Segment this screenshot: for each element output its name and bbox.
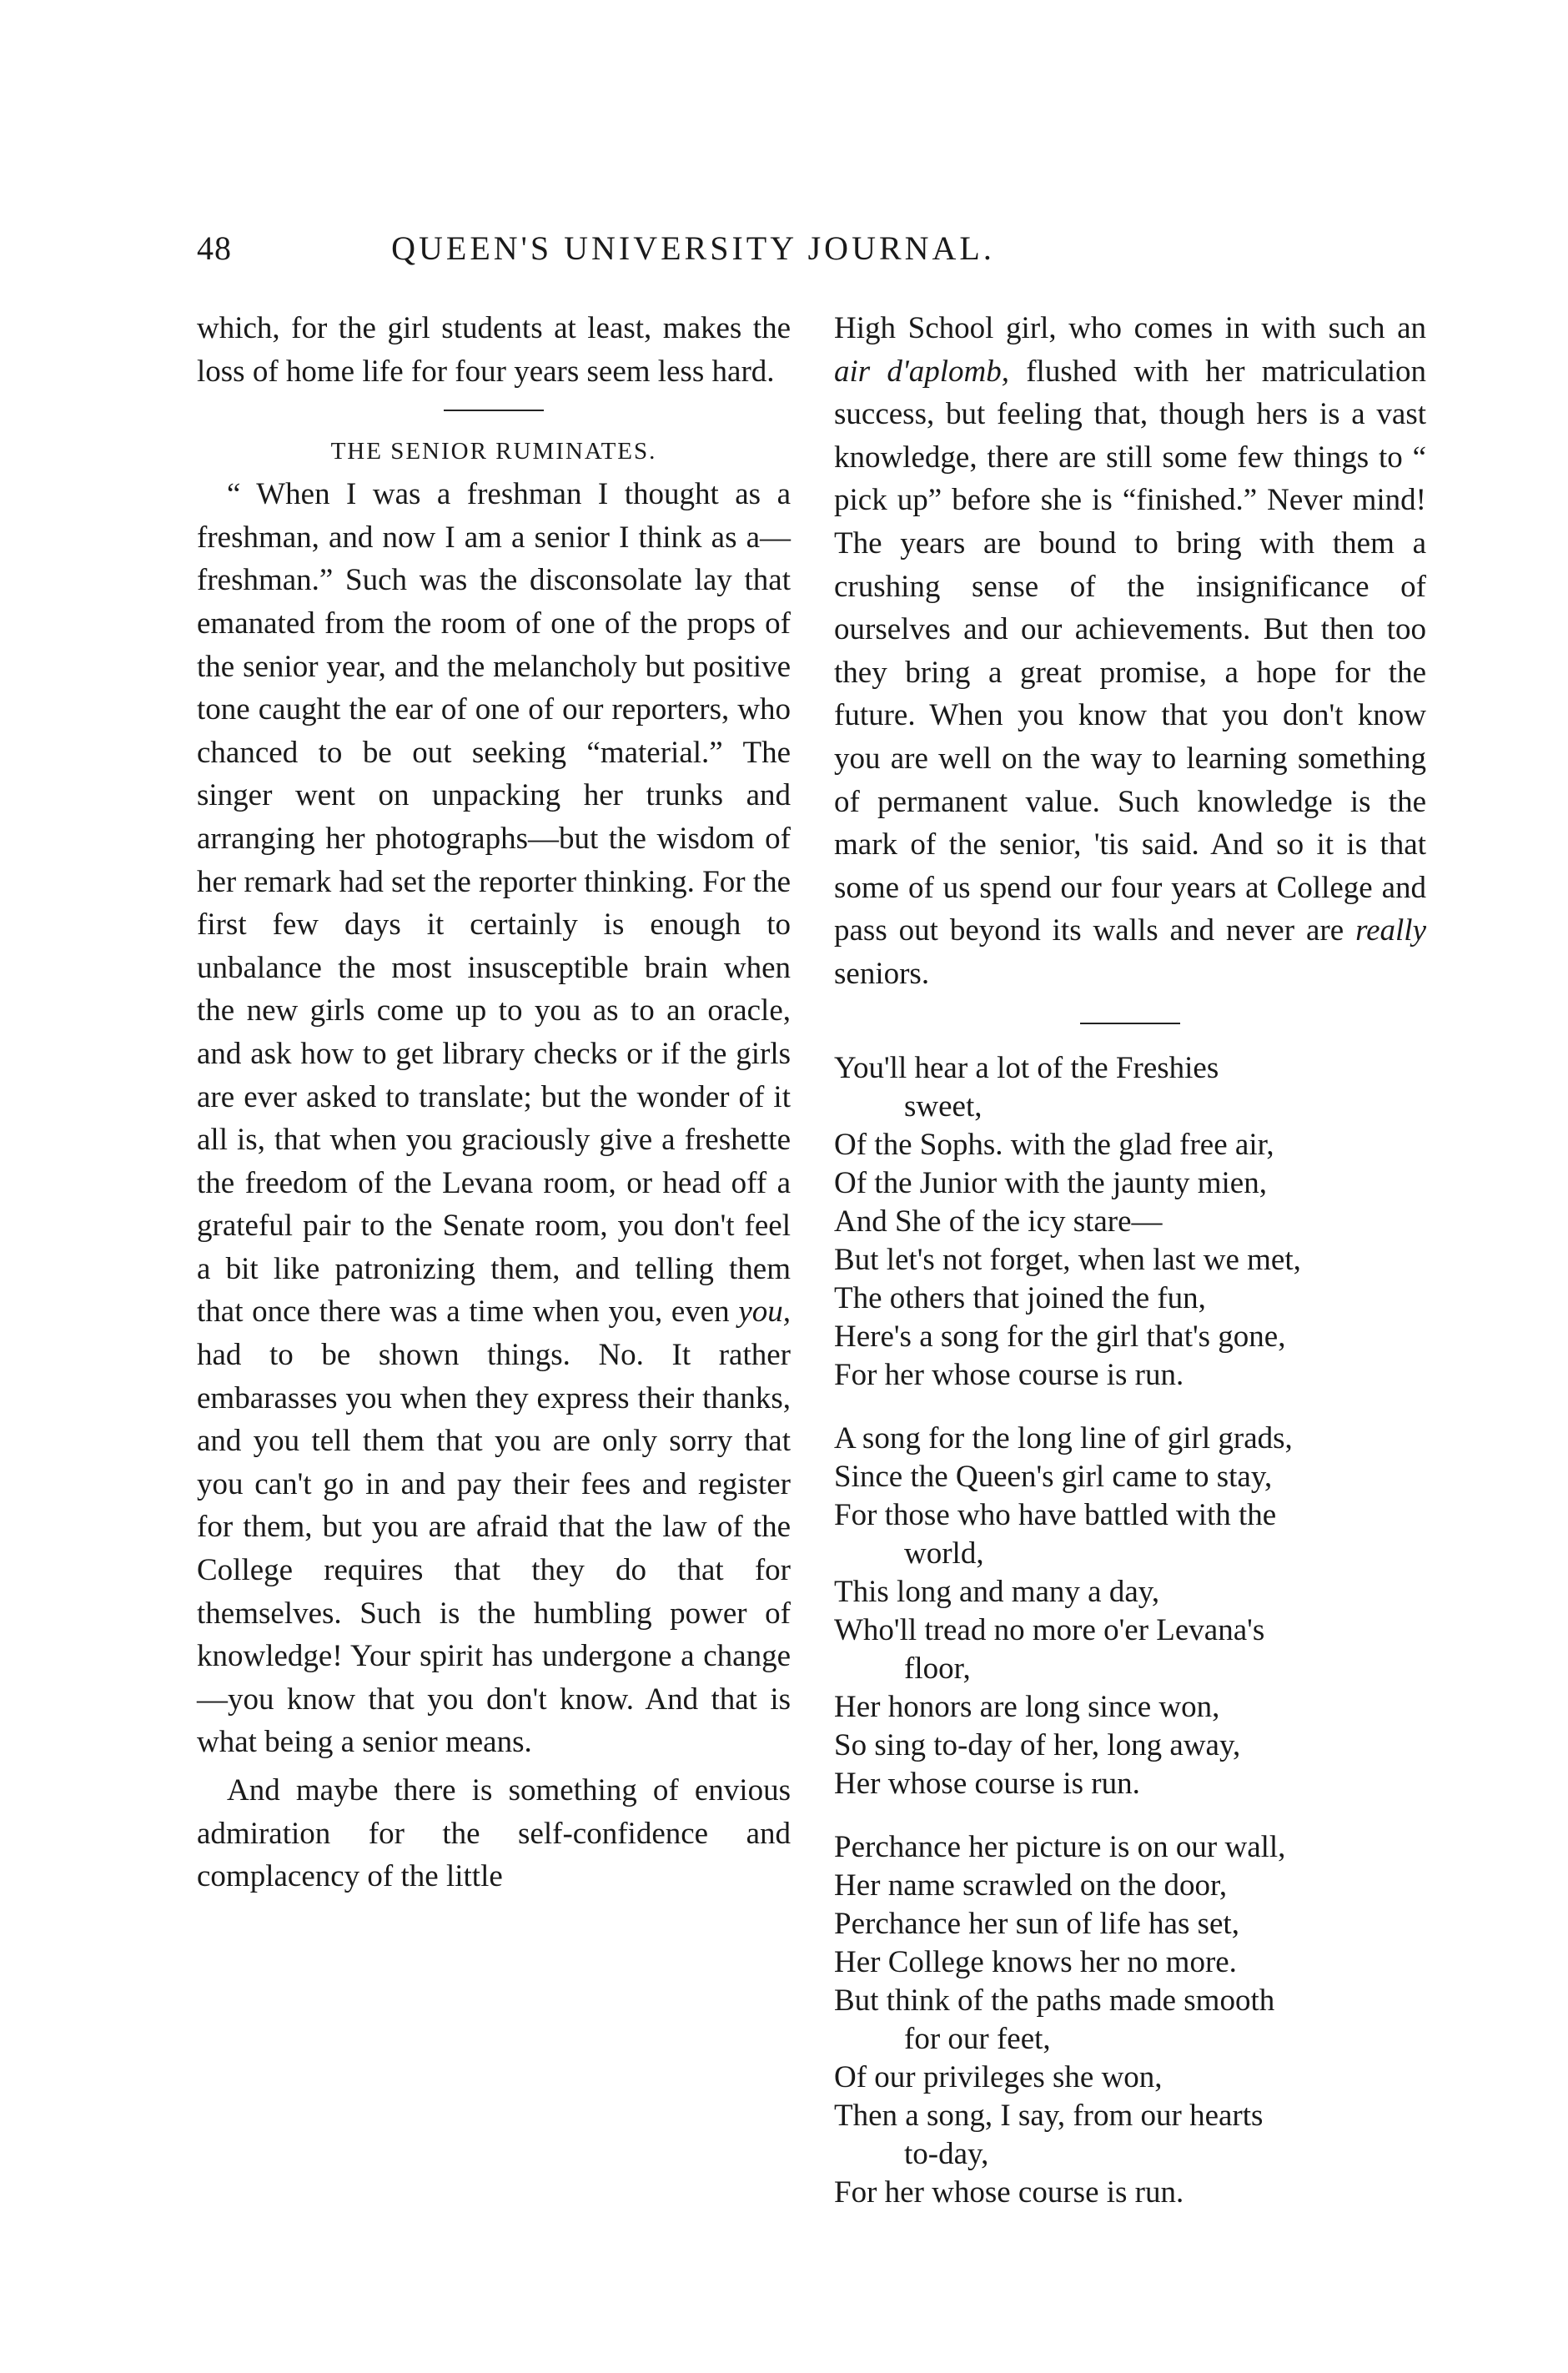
main-paragraph-text: “ When I was a freshman I thought as a freshman, and now I am a senior I think as a—freshman.” Such was the disconsolate lay that emanated from the room of one of the props of the senior year, and the melancholy but positive tone caught the ear of one of our reporters, who chanced to be out seeking “material.” The singer went on unpacking her trunks and arranging her photographs—but the wisdom of her remark had set the reporter thinking. For the first few days it certainly is enough to unbalance the most insusceptible brain when the new girls come up to you as to an oracle, and ask how to get library checks or if the girls are ever asked to translate; but the wonder of it all is, that when you graciously give a freshette the freedom of the Levana room, or head off a grateful pair to the Senate room, you don't feel a bit like patronizing them, and telling them that once there was a time when you, even bbox=[197, 477, 792, 1330]
closing-paragraph: And maybe there is something of envious admiration for the self-confidence and complacency of the little bbox=[197, 1773, 791, 1894]
poem-line: But let's not forget, when last we met, bbox=[834, 1242, 1301, 1277]
poem-line: Her whose course is run. bbox=[834, 1766, 1140, 1801]
poem-line: You'll hear a lot of the Freshies bbox=[834, 1050, 1219, 1085]
poem-line: Of the Junior with the jaunty mien, bbox=[834, 1165, 1267, 1200]
poem-divider bbox=[1080, 1023, 1180, 1024]
poem-line: Of our privileges she won, bbox=[834, 2059, 1163, 2094]
continued-text-b: flushed with her matriculation success, but feeling that, though hers is a vast knowledge, there are still some few things to “ pick up” before she is “finished.” Never mind! The years are bound to bring with them a crushing sense of the insignificance of ourselves and our achievements. But then too they bring a great promise, a hope for the future. When you know that you don't know you are well on the way to learning something of permanent value. Such knowledge is the mark of the senior, 'tis said. And so it is that some of us spend our four years at College and pass out beyond its walls and never are bbox=[834, 354, 1426, 948]
journal-title: QUEEN'S UNIVERSITY JOURNAL. bbox=[391, 229, 995, 267]
poem-line: For her whose course is run. bbox=[834, 1357, 1184, 1392]
main-paragraph bbox=[197, 473, 791, 1764]
poem-line: This long and many a day, bbox=[834, 1574, 1160, 1609]
continued-text-c: seniors. bbox=[834, 956, 930, 991]
section-divider bbox=[444, 410, 544, 411]
left-column bbox=[197, 307, 791, 1898]
right-column bbox=[834, 307, 1426, 2237]
page-header bbox=[197, 224, 1139, 274]
poem-line: Of the Sophs. with the glad free air, bbox=[834, 1127, 1274, 1162]
poem-line: For her whose course is run. bbox=[834, 2174, 1184, 2210]
poem-line: Her College knows her no more. bbox=[834, 1944, 1237, 1979]
main-paragraph-emphasis: you, bbox=[738, 1295, 791, 1330]
poem-line: world, bbox=[904, 1536, 984, 1571]
poem-line: Here's a song for the girl that's gone, bbox=[834, 1319, 1286, 1354]
section-heading: THE SENIOR RUMINATES. bbox=[330, 438, 657, 465]
poem-line: Then a song, I say, from our hearts bbox=[834, 2098, 1264, 2133]
poem-stanza-1 bbox=[834, 1049, 1426, 1395]
intro-paragraph: which, for the girl students at least, makes the loss of home life for four years seem less hard. bbox=[197, 311, 791, 389]
poem-line: Her name scrawled on the door, bbox=[834, 1868, 1228, 1903]
poem-line: to-day, bbox=[904, 2136, 989, 2171]
poem-stanza-3 bbox=[834, 1828, 1426, 2212]
poem-line: And She of the icy stare— bbox=[834, 1204, 1163, 1239]
poem-line: For those who have battled with the bbox=[834, 1497, 1277, 1532]
poem-line: Perchance her picture is on our wall, bbox=[834, 1829, 1286, 1864]
poem-line: sweet, bbox=[904, 1088, 983, 1124]
poem-line: Since the Queen's girl came to stay, bbox=[834, 1459, 1273, 1494]
continued-text-a: High School girl, who comes in with such an bbox=[834, 311, 1426, 345]
poem-line: So sing to-day of her, long away, bbox=[834, 1727, 1241, 1762]
continued-emphasis-2: really bbox=[1355, 913, 1426, 948]
poem-line: floor, bbox=[904, 1651, 971, 1686]
poem-line: for our feet, bbox=[904, 2021, 1051, 2056]
poem-stanza-2 bbox=[834, 1420, 1426, 1803]
main-paragraph-text-end: had to be shown things. No. It rather embarasses you when they express their thanks, and you tell them that you are only sorry that you can't go in and pay their fees and register for them, but you are afraid that the law of the College requires that they do that for themselves. Such is the humbling power of knowledge! Your spirit has undergone a change—you know that you don't know. And that is what being a senior means. bbox=[197, 1338, 791, 1760]
poem-line: Her honors are long since won, bbox=[834, 1689, 1220, 1724]
page-number: 48 bbox=[197, 229, 232, 267]
poem-line: Who'll tread no more o'er Levana's bbox=[834, 1612, 1265, 1647]
poem-line: A song for the long line of girl grads, bbox=[834, 1420, 1293, 1455]
poem-line: But think of the paths made smooth bbox=[834, 1983, 1275, 2018]
poem-line: The others that joined the fun, bbox=[834, 1280, 1206, 1315]
continued-paragraph bbox=[834, 307, 1426, 996]
poem-line: Perchance her sun of life has set, bbox=[834, 1906, 1239, 1941]
continued-emphasis-1: air d'aplomb, bbox=[834, 354, 1010, 389]
